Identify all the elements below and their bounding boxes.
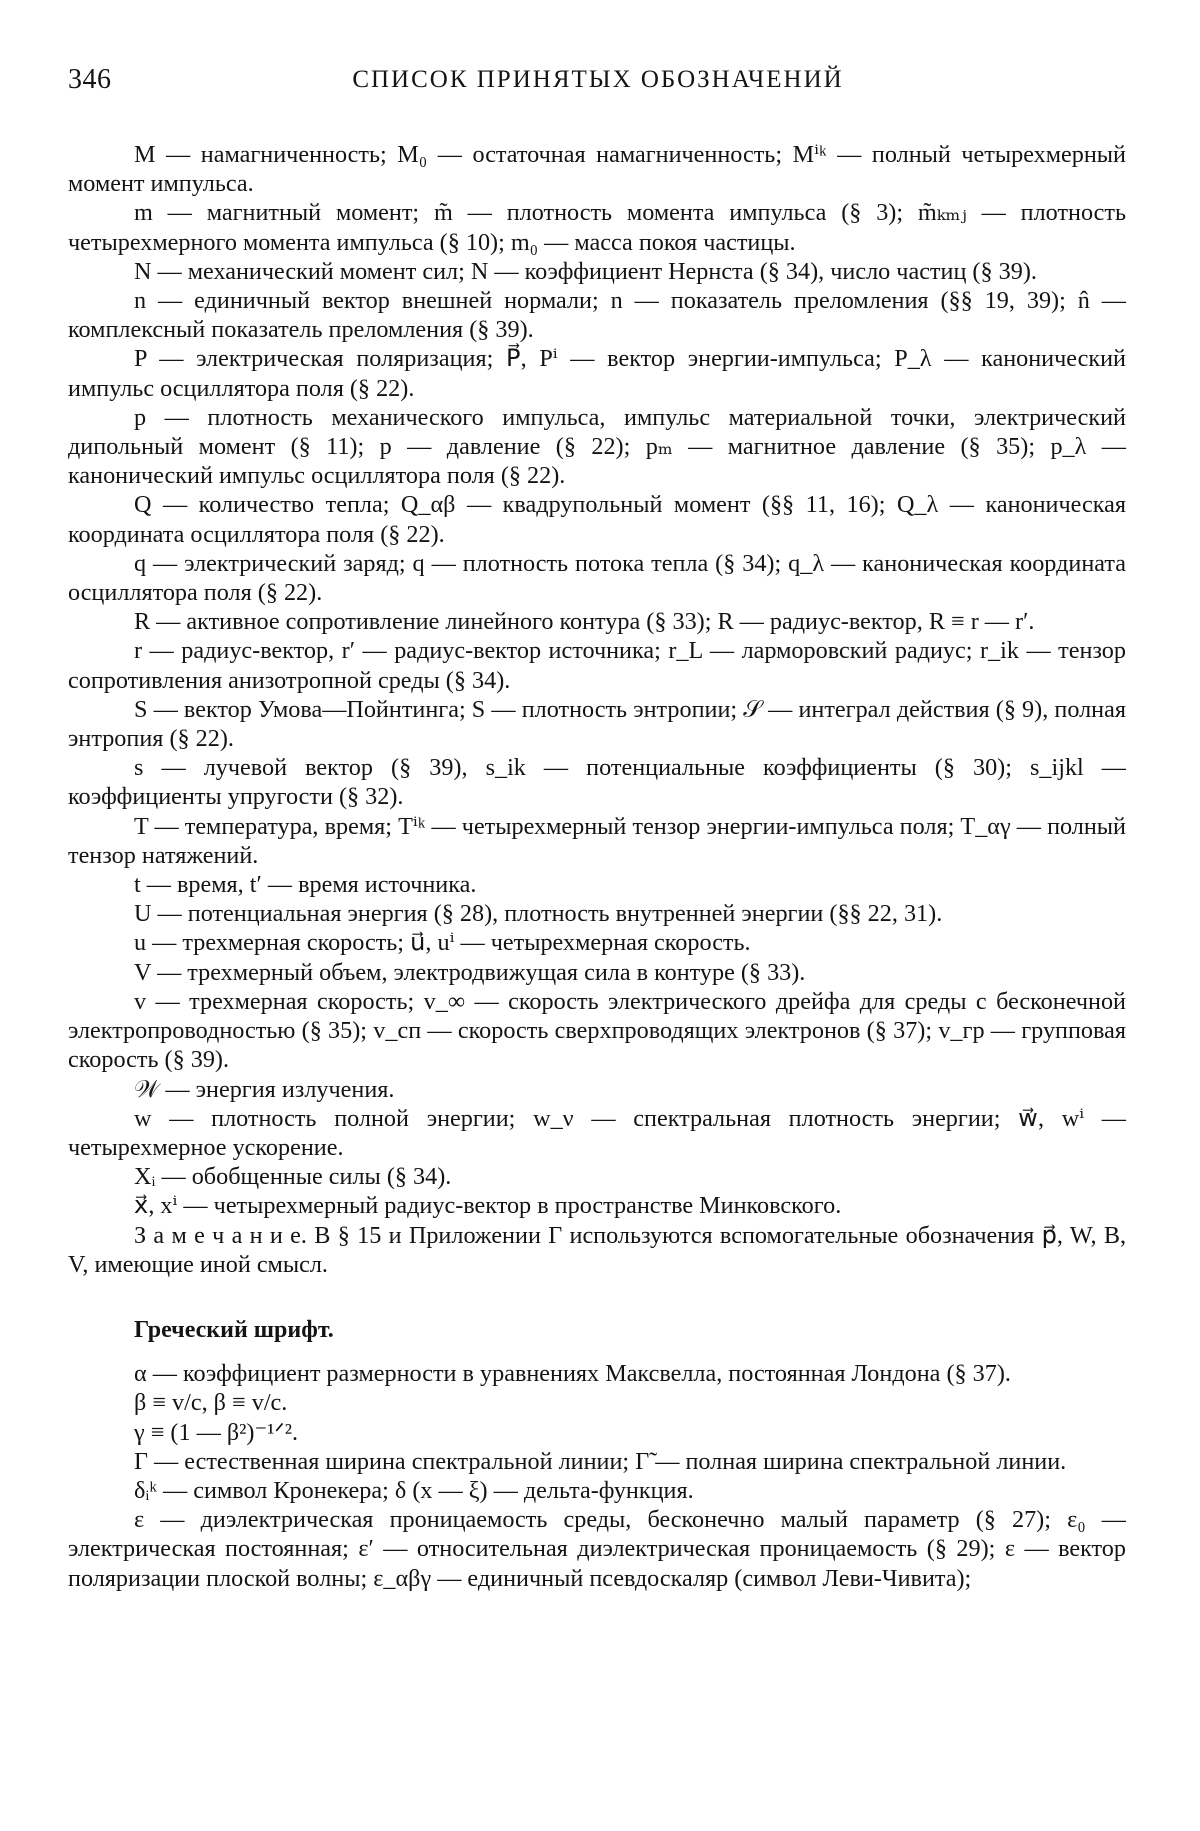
- notation-entry-R: R — активное сопротивление линейного контура (§ 33); R — радиус-вектор, R ≡ r — r′.: [134, 608, 1035, 636]
- notation-entry-delta: δᵢᵏ — символ Кронекера; δ (x — ξ) — дельта-функция.: [134, 1476, 694, 1504]
- notation-entry-T: T — температура, время; Tⁱᵏ — четырехмерный тензор энергии-импульса поля; T_αγ — полный тензор натяжений.: [68, 812, 1126, 869]
- notation-entry-u: u — трехмерная скорость; u⃗, uⁱ — четырехмерная скорость.: [134, 929, 751, 957]
- notation-entry-W-script: 𝒲 — энергия излучения.: [134, 1075, 395, 1103]
- notation-entry-s: s — лучевой вектор (§ 39), s_ik — потенциальные коэффициенты (§ 30); s_ijkl — коэффициенты упругости (§ 32).: [68, 754, 1126, 811]
- notation-entry-m: m — магнитный момент; m̃ — плотность момента импульса (§ 3); m̃ₖₘⱼ — плотность четырехмерного момента импульса (§ 10); m₀ — масса покоя частицы.: [68, 199, 1126, 256]
- notation-entry-p: p — плотность механического импульса, импульс материальной точки, электрический дипольный момент (§ 11); p — давление (§ 22); pₘ — магнитное давление (§ 35); p_λ — канонический импульс осциллятора поля (§ 22).: [68, 403, 1126, 490]
- notation-entry-v: v — трехмерная скорость; v_∞ — скорость электрического дрейфа для среды с бесконечной электропроводностью (§ 35); v_сп — скорость сверхпроводящих электронов (§ 37); v_гр — групповая скорость (§ 39).: [68, 987, 1126, 1074]
- notation-entry-U: U — потенциальная энергия (§ 28), плотность внутренней энергии (§§ 22, 31).: [134, 900, 943, 928]
- notation-entry-alpha: α — коэффициент размерности в уравнениях Максвелла, постоянная Лондона (§ 37).: [134, 1360, 1011, 1388]
- notation-entry-epsilon: ε — диэлектрическая проницаемость среды, бесконечно малый параметр (§ 27); ε₀ — электрическая постоянная; ε′ — относительная диэлектрическая проницаемость (§ 29); ε — вектор поляризации плоской волны; ε_αβγ — единичный псевдоскаляр (символ Леви-Чивита);: [68, 1506, 1126, 1592]
- notation-entry-X: Xᵢ — обобщенные силы (§ 34).: [134, 1163, 452, 1191]
- notation-entry-V: V — трехмерный объем, электродвижущая сила в контуре (§ 33).: [134, 958, 806, 986]
- notation-entry-beta: β ≡ v/c, β ≡ v/c.: [134, 1389, 288, 1417]
- notation-entry-q: q — электрический заряд; q — плотность потока тепла (§ 34); q_λ — каноническая координата осциллятора поля (§ 22).: [68, 549, 1126, 607]
- greek-section-title: Греческий шрифт.: [134, 1316, 334, 1343]
- remark-paragraph: З а м е ч а н и е. В § 15 и Приложении Г используются вспомогательные обозначения p⃗, W, B, V, имеющие иной смысл.: [68, 1221, 1126, 1278]
- notation-entry-t: t — время, t′ — время источника.: [134, 871, 477, 899]
- notation-entry-x: x⃗, xⁱ — четырехмерный радиус-вектор в пространстве Минковского.: [134, 1192, 842, 1220]
- notation-entry-P: P — электрическая поляризация; P⃗, Pⁱ — вектор энергии-импульса; P_λ — канонический импульс осциллятора поля (§ 22).: [68, 345, 1126, 402]
- page-header: [68, 64, 1128, 104]
- notation-entry-M: M — намагниченность; M₀ — остаточная намагниченность; Mⁱᵏ — полный четырехмерный момент импульса.: [68, 141, 1126, 198]
- page-number: 346: [68, 64, 112, 95]
- notation-entry-gamma: γ ≡ (1 — β²)⁻¹ᐟ².: [134, 1418, 299, 1446]
- notation-list: [68, 140, 1126, 1593]
- running-head: СПИСОК ПРИНЯТЫХ ОБОЗНАЧЕНИЙ: [352, 66, 844, 93]
- notation-entry-N: N — механический момент сил; N — коэффициент Нернста (§ 34), число частиц (§ 39).: [134, 257, 1037, 285]
- notation-entry-w: w — плотность полной энергии; w_ν — спектральная плотность энергии; w⃗, wⁱ — четырехмерное ускорение.: [68, 1104, 1126, 1161]
- notation-entry-n: n — единичный вектор внешней нормали; n — показатель преломления (§§ 19, 39); n̂ — комплексный показатель преломления (§ 39).: [68, 287, 1126, 344]
- notation-entry-S: S — вектор Умова—Пойнтинга; S — плотность энтропии; 𝒮 — интеграл действия (§ 9), полная энтропия (§ 22).: [68, 695, 1126, 753]
- notation-entry-r: r — радиус-вектор, r′ — радиус-вектор источника; r_L — ларморовский радиус; r_ik — тензор сопротивления анизотропной среды (§ 34).: [68, 637, 1126, 694]
- notation-entry-Q: Q — количество тепла; Q_αβ — квадрупольный момент (§§ 11, 16); Q_λ — каноническая координата осциллятора поля (§ 22).: [68, 491, 1126, 548]
- notation-entry-Gamma: Γ — естественная ширина спектральной линии; Γ̃ — полная ширина спектральной линии.: [134, 1447, 1067, 1475]
